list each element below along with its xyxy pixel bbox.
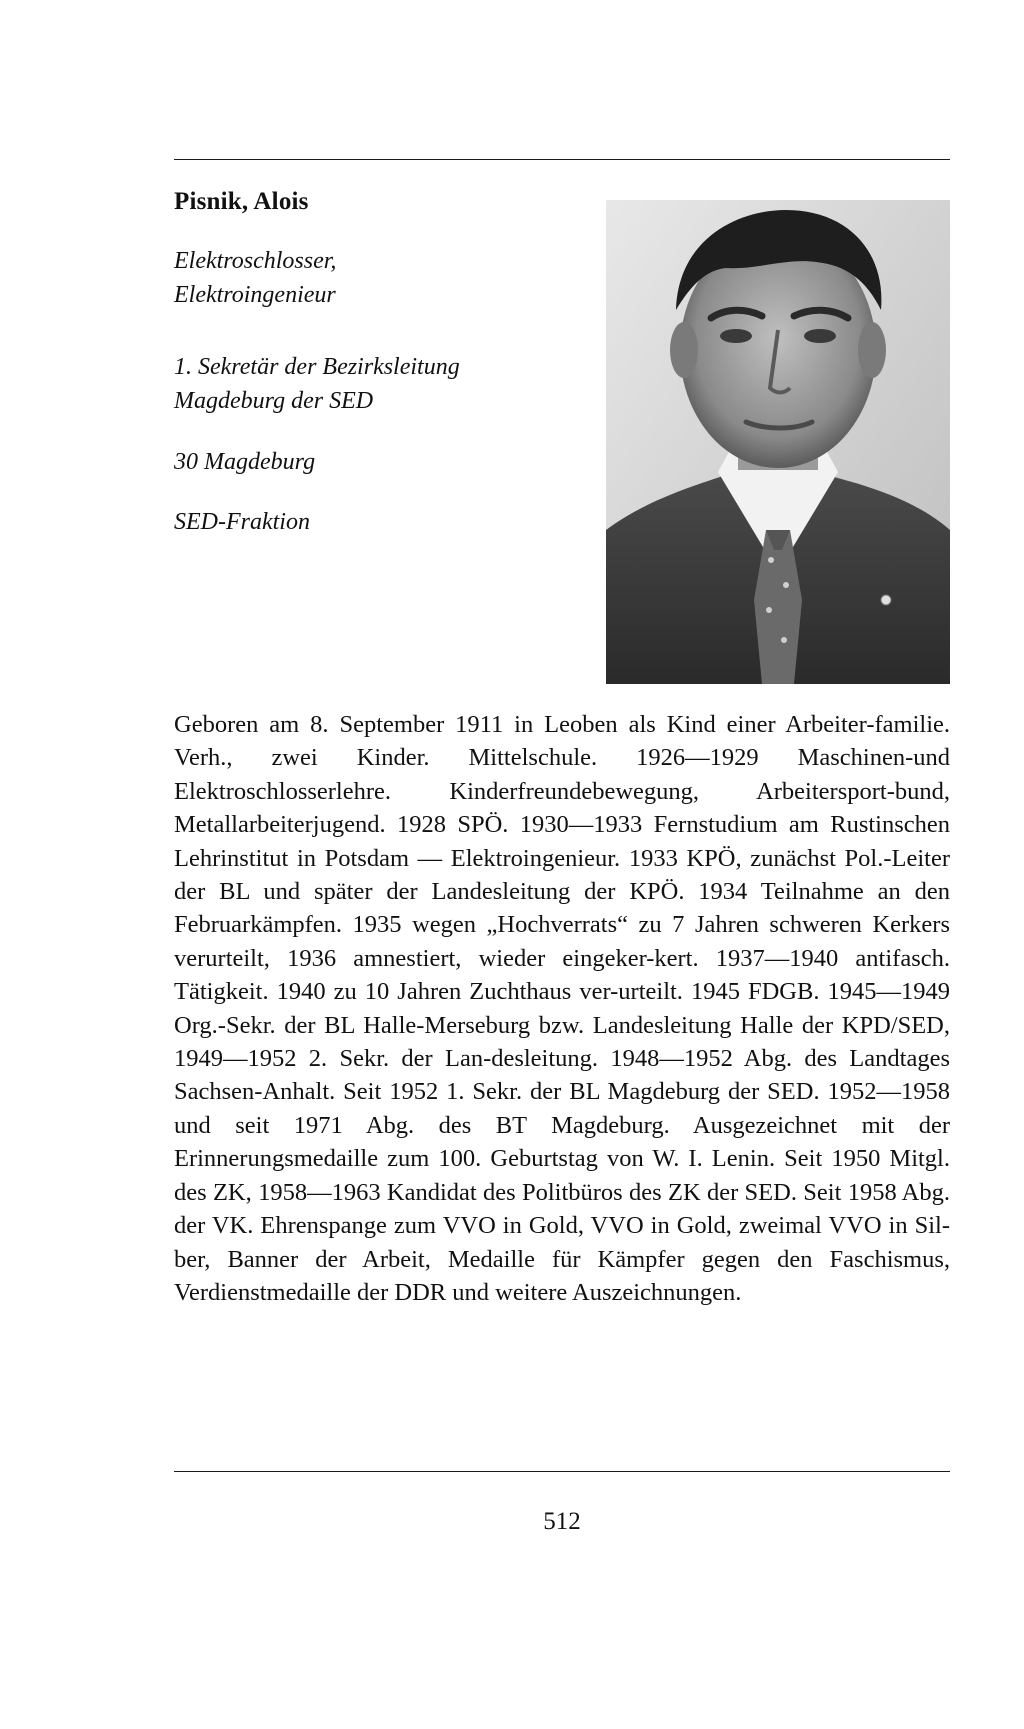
occupation <box>174 244 336 312</box>
top-rule <box>174 159 950 160</box>
portrait-photo <box>606 200 950 684</box>
position <box>174 350 460 418</box>
page-number: 512 <box>543 1508 581 1535</box>
address: 30 Magdeburg <box>174 449 316 475</box>
occupation-line-1: Elektroschlosser, <box>174 248 337 274</box>
entry-name: Pisnik, Alois <box>174 188 309 215</box>
biography-text: Geboren am 8. September 1911 in Leoben als Kind einer Arbeiter-familie. Verh., zwei Kinder. Mittelschule. 1926—1929 Maschinen-und Elektroschlosserlehre. Kinderfreundebewegung, Arbeitersport-bund, Metallarbeiterjugend. 1928 SPÖ. 1930—1933 Fernstudium am Rustinschen Lehrinstitut in Potsdam — Elektroingenieur. 1933 KPÖ, zunächst Pol.-Leiter der BL und später der Landesleitung der KPÖ. 1934 Teilnahme an den Februarkämpfen. 1935 wegen „Hochverrats“ zu 7 Jahren schweren Kerkers verurteilt, 1936 amnestiert, wieder eingeker-kert. 1937—1940 antifasch. Tätigkeit. 1940 zu 10 Jahren Zuchthaus ver-urteilt. 1945 FDGB. 1945—1949 Org.-Sekr. der BL Halle-Merseburg bzw. Landesleitung Halle der KPD/SED, 1949—1952 2. Sekr. der Lan-desleitung. 1948—1952 Abg. des Landtages Sachsen-Anhalt. Seit 1952 1. Sekr. der BL Magdeburg der SED. 1952—1958 und seit 1971 Abg. des BT Magdeburg. Ausgezeichnet mit der Erinnerungsmedaille zum 100. Geburtstag von W. I. Lenin. Seit 1950 Mitgl. des ZK, 1958—1963 Kandidat des Politbüros des ZK der SED. Seit 1958 Abg. der VK. Ehrenspange zum VVO in Gold, VVO in Gold, zweimal VVO in Sil-ber, Banner der Arbeit, Medaille für Kämpfer gegen den Faschismus, Verdienstmedaille der DDR und weitere Auszeichnungen. <box>174 711 950 1306</box>
bottom-rule <box>174 1471 950 1472</box>
position-line-2: Magdeburg der SED <box>174 388 374 414</box>
position-line-1: 1. Sekretär der Bezirksleitung <box>174 354 460 380</box>
occupation-line-2: Elektroingenieur <box>174 282 336 308</box>
faction: SED-Fraktion <box>174 509 310 535</box>
